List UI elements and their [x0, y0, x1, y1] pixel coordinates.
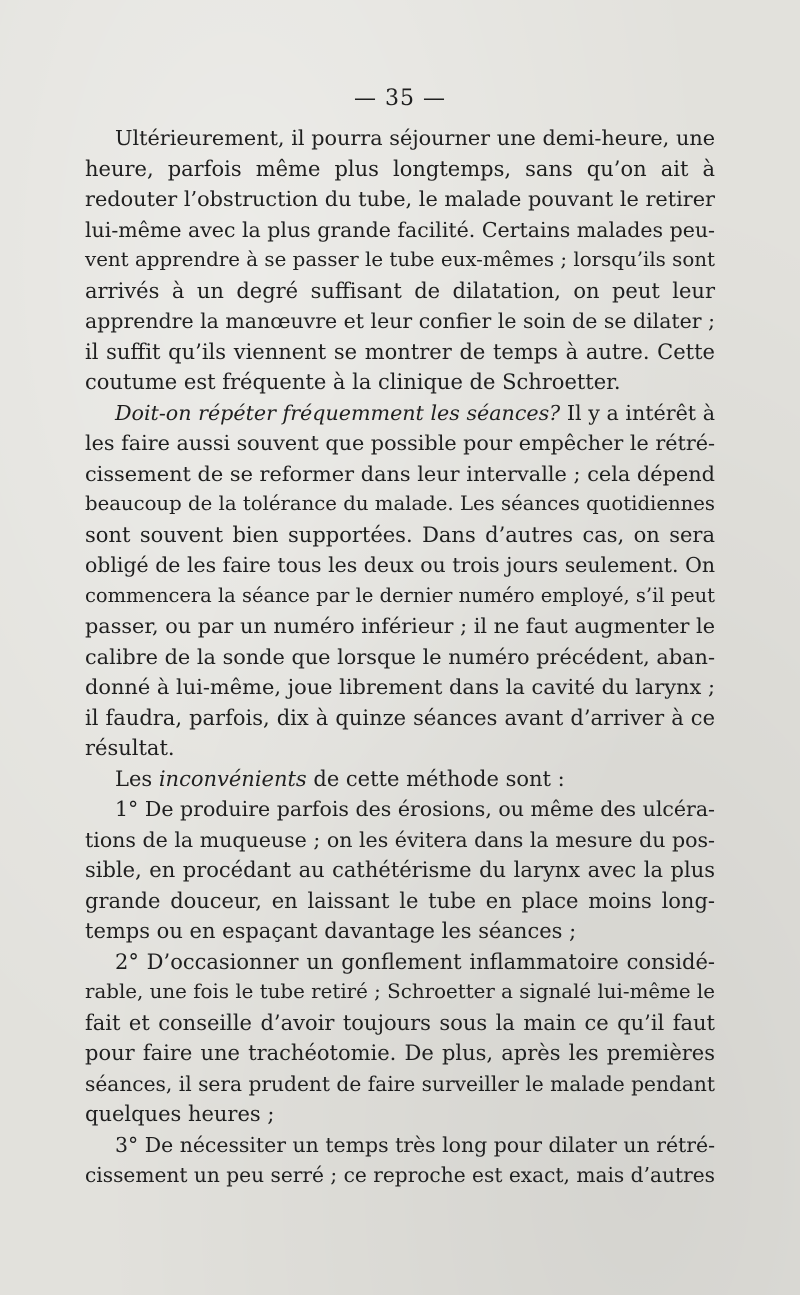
text-line — [85, 1069, 715, 1100]
text-segment: il faudra, parfois, dix à quinze séances avant d’arriver à ce — [85, 705, 715, 730]
text-segment: 2° D’occasionner un gonflement inflammatoire considé- — [115, 949, 715, 974]
text-line — [85, 1160, 715, 1191]
text-line — [85, 154, 715, 185]
text-segment: fait et conseille d’avoir toujours sous la main ce qu’il faut — [85, 1010, 715, 1035]
text-line — [85, 428, 715, 459]
text-line — [85, 1038, 715, 1069]
text-line — [85, 306, 715, 337]
text-line — [85, 276, 715, 307]
text-line — [85, 916, 715, 947]
page-number: — 35 — — [354, 86, 446, 111]
text-line — [85, 550, 715, 581]
text-segment: donné à lui-même, joue librement dans la cavité du larynx ; — [85, 675, 715, 699]
text-line — [85, 184, 715, 215]
text-line — [85, 611, 715, 642]
text-line — [85, 642, 715, 673]
text-segment: passer, ou par un numéro inférieur ; il ne faut augmenter le — [85, 614, 715, 638]
text-line — [85, 337, 715, 368]
text-segment: quelques heures ; — [85, 1102, 275, 1126]
text-segment: rable, une fois le tube retiré ; Schroetter a signalé lui-même le — [85, 980, 715, 1003]
text-segment: Les — [115, 766, 159, 791]
text-line — [85, 215, 715, 246]
text-line — [85, 1099, 715, 1130]
text-line — [85, 581, 715, 612]
text-segment: lui-même avec la plus grande facilité. Certains malades peu- — [85, 217, 715, 242]
body-text — [85, 123, 715, 1191]
text-segment: beaucoup de la tolérance du malade. Les séances quotidiennes — [85, 492, 715, 515]
text-segment: grande douceur, en laissant le tube en place moins long- — [85, 888, 715, 913]
text-segment: sible, en procédant au cathétérisme du larynx avec la plus — [85, 858, 715, 882]
text-line — [85, 1008, 715, 1039]
text-line — [85, 855, 715, 886]
text-line — [85, 733, 715, 764]
text-line — [85, 672, 715, 703]
text-segment: tions de la muqueuse ; on les évitera dans la mesure du pos- — [85, 827, 715, 852]
text-line — [85, 1130, 715, 1161]
text-line — [85, 886, 715, 917]
text-segment: sont souvent bien supportées. Dans d’autres cas, on sera — [85, 522, 715, 547]
text-line — [85, 245, 715, 276]
text-segment: Ultérieurement, il pourra séjourner une demi-heure, une — [115, 126, 715, 150]
text-segment: temps ou en espaçant davantage les séances ; — [85, 919, 577, 943]
text-segment: résultat. — [85, 736, 175, 760]
text-segment: vent apprendre à se passer le tube eux-mêmes ; lorsqu’ils sont — [85, 248, 715, 271]
text-line — [85, 459, 715, 490]
text-segment: calibre de la sonde que lorsque le numéro précédent, aban- — [85, 644, 715, 669]
italic-text-segment: inconvénients — [158, 766, 307, 791]
text-line — [85, 703, 715, 734]
text-segment: redouter l’obstruction du tube, le malade pouvant le retirer — [85, 187, 715, 211]
text-segment: arrivés à un degré suffisant de dilatation, on peut leur — [85, 278, 715, 303]
text-line — [85, 489, 715, 520]
italic-text-segment: Doit-on répéter fréquemment les séances? — [115, 400, 561, 425]
text-segment: heure, parfois même plus longtemps, sans qu’on ait à — [85, 156, 715, 181]
text-line — [85, 398, 715, 429]
text-line — [85, 794, 715, 825]
text-segment: séances, il sera prudent de faire surveiller le malade pendant — [85, 1071, 715, 1096]
text-line — [85, 123, 715, 154]
text-segment: cissement de se reformer dans leur intervalle ; cela dépend — [85, 461, 715, 486]
text-segment: il suffit qu’ils viennent se montrer de temps à autre. Cette — [85, 339, 715, 364]
text-segment: cissement un peu serré ; ce reproche est exact, mais d’autres — [85, 1163, 715, 1187]
text-segment: apprendre la manœuvre et leur confier le soin de se dilater ; — [85, 309, 715, 333]
text-segment: coutume est fréquente à la clinique de Schroetter. — [85, 370, 621, 394]
text-segment: 1° De produire parfois des érosions, ou même des ulcéra- — [115, 797, 715, 821]
text-segment: obligé de les faire tous les deux ou trois jours seulement. On — [85, 553, 715, 577]
text-segment: les faire aussi souvent que possible pour empêcher le rétré- — [85, 431, 715, 455]
text-line — [85, 947, 715, 978]
text-line — [85, 520, 715, 551]
text-segment: 3° De nécessiter un temps très long pour dilater un rétré- — [115, 1132, 715, 1157]
text-line — [85, 367, 715, 398]
text-line — [85, 764, 715, 795]
text-segment: commencera la séance par le dernier numéro employé, s’il peut — [85, 583, 715, 607]
text-line — [85, 977, 715, 1008]
text-segment: pour faire une trachéotomie. De plus, après les premières — [85, 1041, 715, 1065]
text-segment: de cette méthode sont : — [306, 766, 565, 791]
text-segment: Il y a intérêt à — [560, 400, 716, 425]
text-line — [85, 825, 715, 856]
